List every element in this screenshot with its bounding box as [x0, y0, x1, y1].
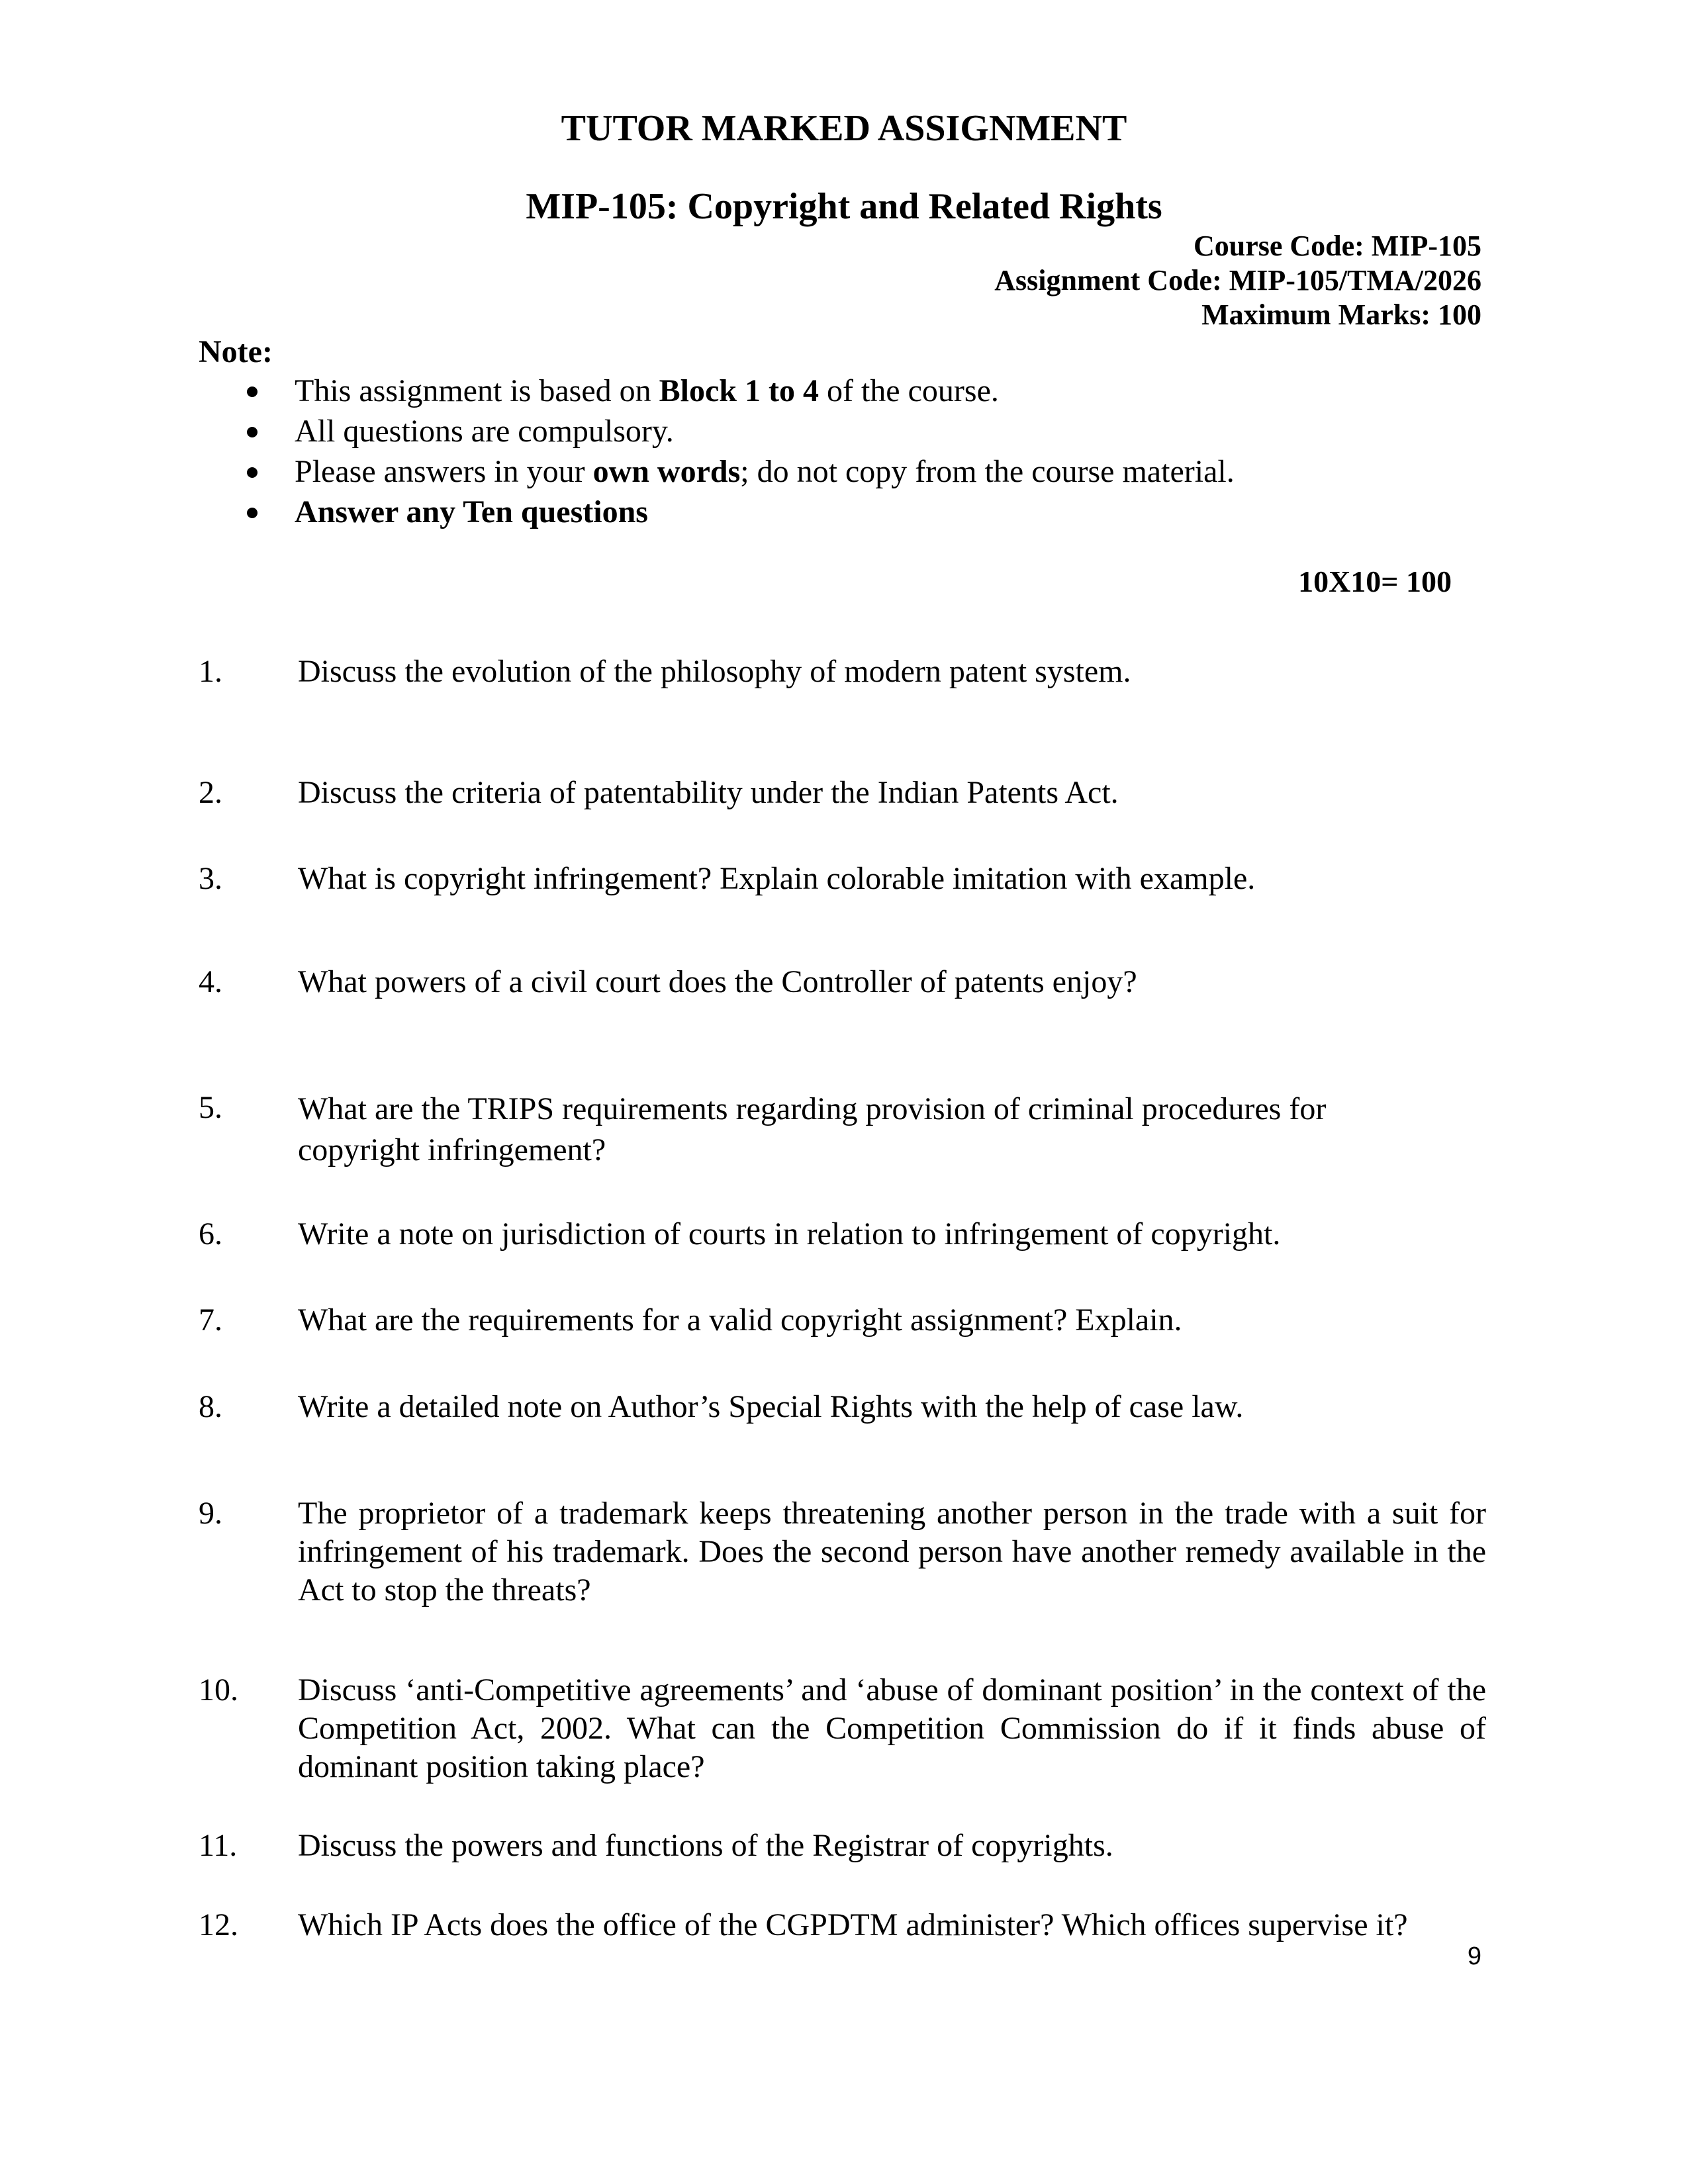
note-item: [242, 411, 1499, 451]
question-text: Write a note on jurisdiction of courts in relation to infringement of copyright.: [298, 1216, 1281, 1251]
question-text: What are the TRIPS requirements regarding provision of criminal procedures for copyright infringement?: [298, 1091, 1327, 1167]
bullet-icon: [247, 427, 258, 437]
page-number: 9: [1467, 1942, 1481, 1970]
note-emphasis: own words: [592, 454, 741, 489]
note-text: This assignment is based on: [295, 373, 659, 408]
question-number: 9.: [199, 1496, 222, 1531]
note-list: [242, 371, 1499, 532]
note-emphasis: Answer any Ten questions: [295, 494, 648, 529]
question-number: 3.: [199, 861, 222, 896]
question-text: Discuss the powers and functions of the Registrar of copyrights.: [298, 1828, 1113, 1863]
question-number: 8.: [199, 1389, 222, 1424]
note-text: ; do not copy from the course material.: [740, 454, 1235, 489]
question-number: 4.: [199, 964, 222, 999]
note-item: [242, 371, 1499, 411]
question-text: What are the requirements for a valid copyright assignment? Explain.: [298, 1302, 1182, 1338]
question-number: 5.: [199, 1090, 222, 1125]
bullet-icon: [247, 387, 258, 397]
note-text: Please answers in your: [295, 454, 593, 489]
note-heading: Note:: [199, 334, 273, 369]
course-title: MIP-105: Copyright and Related Rights: [526, 186, 1162, 227]
question-text: Discuss the criteria of patentability under the Indian Patents Act.: [298, 775, 1119, 810]
document-title: TUTOR MARKED ASSIGNMENT: [561, 108, 1127, 149]
note-emphasis: Block 1 to 4: [659, 373, 819, 408]
question-text: What is copyright infringement? Explain colorable imitation with example.: [298, 861, 1256, 896]
bullet-icon: [247, 467, 258, 478]
question-number: 10.: [199, 1672, 238, 1707]
marks-scheme: 10X10= 100: [1298, 565, 1452, 598]
note-item: [242, 492, 1499, 532]
question-number: 6.: [199, 1216, 222, 1251]
question-number: 7.: [199, 1302, 222, 1338]
question-text: The proprietor of a trademark keeps threatening another person in the trade with a suit for infringement of his trademark. Does the second person have another remedy available in the Act to stop the threats?: [298, 1496, 1486, 1608]
assignment-code: Assignment Code: MIP-105/TMA/2026: [994, 264, 1481, 296]
question-number: 12.: [199, 1907, 238, 1942]
question-text: Which IP Acts does the office of the CGPDTM administer? Which offices supervise it?: [298, 1907, 1408, 1942]
question-text: What powers of a civil court does the Controller of patents enjoy?: [298, 964, 1137, 999]
question-number: 2.: [199, 775, 222, 810]
question-text: Discuss the evolution of the philosophy of modern patent system.: [298, 654, 1131, 689]
question-number: 1.: [199, 654, 222, 689]
note-text: of the course.: [818, 373, 999, 408]
note-item: [242, 451, 1499, 492]
question-text: Discuss ‘anti-Competitive agreements’ and ‘abuse of dominant position’ in the context of the Competition Act, 2002. What can the Competition Commission do if it finds abuse of dominant position taking place?: [298, 1672, 1486, 1784]
maximum-marks: Maximum Marks: 100: [1201, 298, 1481, 331]
question-text: Write a detailed note on Author’s Special Rights with the help of case law.: [298, 1389, 1244, 1424]
question-number: 11.: [199, 1828, 238, 1863]
course-code: Course Code: MIP-105: [1193, 230, 1481, 262]
note-text: All questions are compulsory.: [295, 414, 674, 449]
bullet-icon: [247, 508, 258, 518]
